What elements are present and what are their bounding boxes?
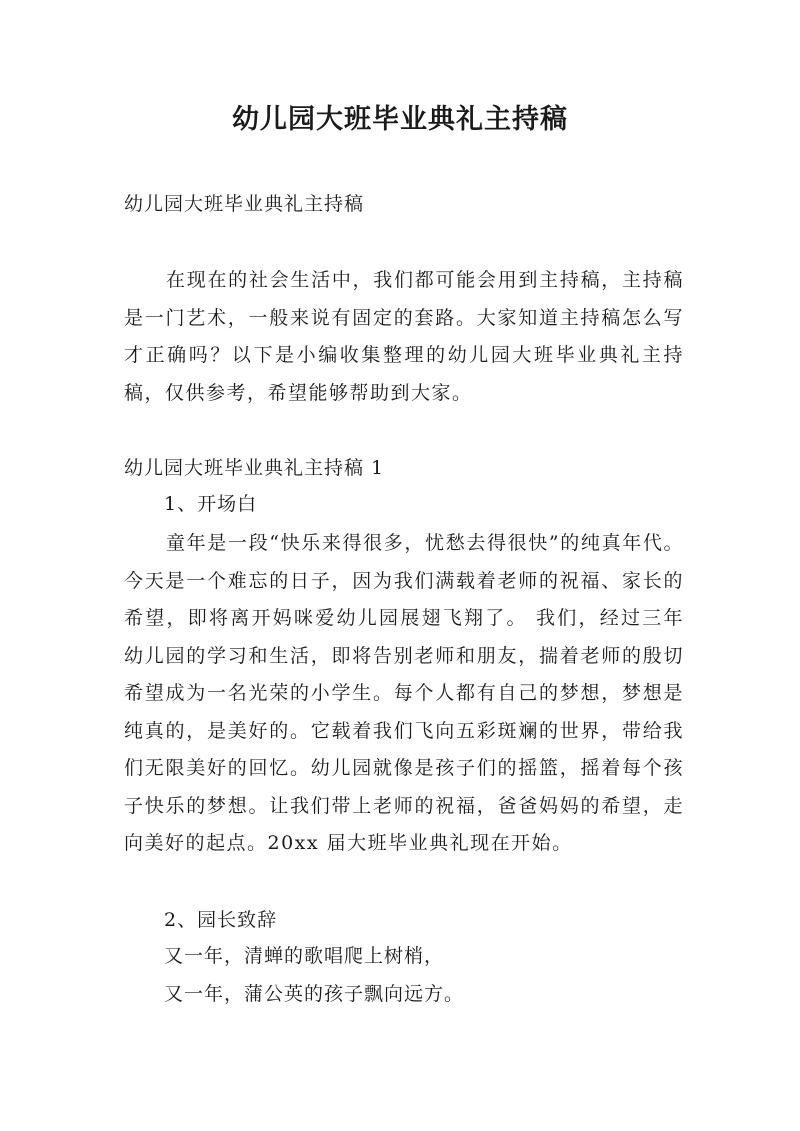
opening-paragraph: 童年是一段“快乐来得很多，忧愁去得很快”的纯真年代。今天是一个难忘的日子，因为我们满载着老师的祝福、家长的希望，即将离开妈咪爱幼儿园展翅飞翔了。 我们，经过三年幼儿园的学习和生活，即将告别老师和朋友，揣着老师的殷切希望成为一名光荣的小学生。每个人都有自己的梦想，梦想是纯真的，是美好的。它载着我们飞向五彩斑斓的世界，带给我们无限美好的回忆。幼儿园就像是孩子们的摇篮，摇着每个孩子快乐的梦想。让我们带上老师的祝福，爸爸妈妈的希望，走向美好的起点。20xx 届大班毕业典礼现在开始。 [124,532,684,854]
opening-heading: 1、开场白 [164,493,258,515]
principal-speech-heading: 2、园长致辞 [164,909,278,931]
intro-paragraph: 在现在的社会生活中，我们都可能会用到主持稿，主持稿是一门艺术，一般来说有固定的套路。大家知道主持稿怎么写才正确吗？以下是小编收集整理的幼儿园大班毕业典礼主持稿，仅供参考，希望能够帮助到大家。 [124,269,684,404]
document-title: 幼儿园大班毕业典礼主持稿 [232,104,568,135]
poem-line: 又一年，蒲公英的孩子飘向远方。 [164,983,465,1005]
section-heading: 幼儿园大班毕业典礼主持稿 1 [124,457,385,479]
document-subtitle: 幼儿园大班毕业典礼主持稿 [124,193,365,215]
poem-line: 又一年，清蝉的歌唱爬上树梢， [164,945,445,967]
